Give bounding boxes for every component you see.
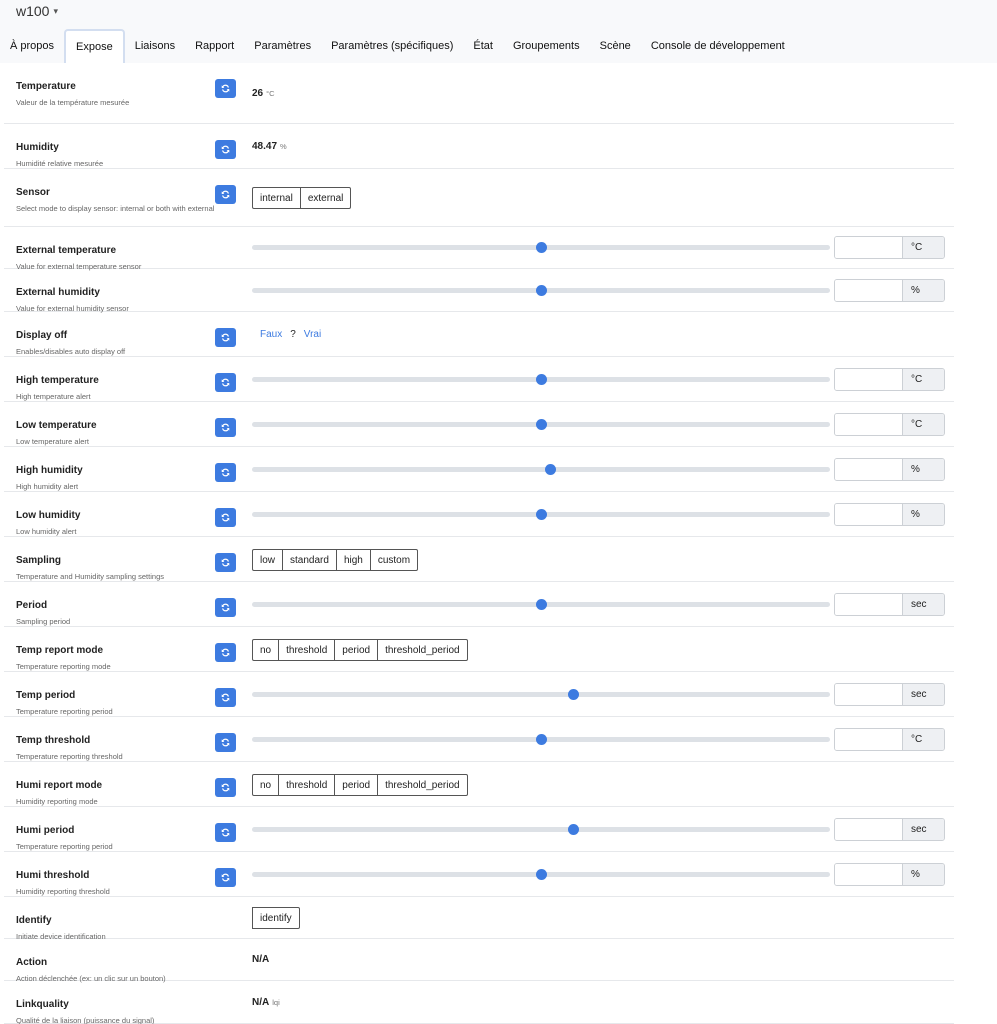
humidity-value: 48.47 bbox=[252, 141, 278, 152]
tab-parametres[interactable]: Paramètres bbox=[254, 40, 312, 52]
option-custom-button[interactable]: custom bbox=[370, 549, 418, 571]
row-sensor bbox=[4, 169, 954, 227]
refresh-button[interactable] bbox=[215, 778, 236, 797]
unit-label: °C bbox=[902, 369, 944, 390]
refresh-button[interactable] bbox=[215, 553, 236, 572]
tab-bar bbox=[0, 29, 795, 63]
row-description: Action déclenchée (ex: un clic sur un bouton) bbox=[16, 974, 166, 983]
refresh-button[interactable] bbox=[215, 140, 236, 159]
option-threshold-period-button[interactable]: threshold_period bbox=[377, 774, 468, 796]
slider-thumb[interactable] bbox=[545, 464, 556, 475]
row-label: Linkquality bbox=[16, 999, 69, 1010]
period-slider[interactable] bbox=[252, 602, 830, 607]
refresh-button[interactable] bbox=[215, 328, 236, 347]
unknown-state: ? bbox=[290, 329, 296, 340]
option-no-button[interactable]: no bbox=[252, 639, 279, 661]
row-description: High humidity alert bbox=[16, 482, 79, 491]
temp-threshold-input[interactable] bbox=[835, 729, 902, 750]
temp-period-input[interactable] bbox=[835, 684, 902, 705]
option-internal-button[interactable]: internal bbox=[252, 187, 301, 209]
row-description: Low temperature alert bbox=[16, 437, 89, 446]
refresh-button[interactable] bbox=[215, 823, 236, 842]
row-description: Temperature reporting threshold bbox=[16, 752, 123, 761]
option-no-button[interactable]: no bbox=[252, 774, 279, 796]
temp-period-input-group bbox=[834, 683, 945, 706]
option-threshold-period-button[interactable]: threshold_period bbox=[377, 639, 468, 661]
unit-label: °C bbox=[902, 414, 944, 435]
option-low-button[interactable]: low bbox=[252, 549, 283, 571]
refresh-icon bbox=[220, 83, 231, 94]
action-value: N/A bbox=[252, 954, 270, 965]
row-label: High humidity bbox=[16, 465, 83, 476]
refresh-icon bbox=[220, 872, 231, 883]
linkquality-value-wrap bbox=[252, 997, 280, 1008]
unit-label: sec bbox=[902, 819, 944, 840]
slider-thumb[interactable] bbox=[536, 509, 547, 520]
humi-threshold-slider[interactable] bbox=[252, 872, 830, 877]
row-period bbox=[4, 582, 954, 627]
row-label: Humidity bbox=[16, 142, 59, 153]
row-display-off bbox=[4, 312, 954, 357]
sampling-options bbox=[252, 549, 418, 571]
high-humidity-slider[interactable] bbox=[252, 467, 830, 472]
row-temp-report-mode bbox=[4, 627, 954, 672]
row-humi-report-mode bbox=[4, 762, 954, 807]
row-description: Temperature reporting period bbox=[16, 707, 113, 716]
row-description: Value for external humidity sensor bbox=[16, 304, 129, 313]
temp-period-slider[interactable] bbox=[252, 692, 830, 697]
unit-label: % bbox=[902, 459, 944, 480]
refresh-icon bbox=[220, 189, 231, 200]
row-label: Humi threshold bbox=[16, 870, 90, 881]
refresh-button[interactable] bbox=[215, 868, 236, 887]
row-description: Select mode to display sensor: internal or both with external bbox=[16, 204, 215, 213]
row-label: External temperature bbox=[16, 245, 117, 256]
high-humidity-input[interactable] bbox=[835, 459, 902, 480]
slider-thumb[interactable] bbox=[536, 599, 547, 610]
row-label: Low humidity bbox=[16, 510, 81, 521]
external-humidity-input-group bbox=[834, 279, 945, 302]
linkquality-value: N/A bbox=[252, 997, 270, 1008]
high-temperature-input-group bbox=[834, 368, 945, 391]
unit-label: % bbox=[902, 504, 944, 525]
device-name: w100 bbox=[16, 3, 50, 19]
low-temperature-input[interactable] bbox=[835, 414, 902, 435]
humidity-unit: % bbox=[280, 142, 287, 151]
tab-console[interactable]: Console de développement bbox=[650, 40, 785, 52]
row-description: Value for external temperature sensor bbox=[16, 262, 142, 271]
false-option-link[interactable]: Faux bbox=[260, 329, 283, 340]
row-label: Humi report mode bbox=[16, 780, 103, 791]
low-temperature-input-group bbox=[834, 413, 945, 436]
high-humidity-input-group bbox=[834, 458, 945, 481]
chevron-down-icon: ▾ bbox=[53, 6, 58, 16]
slider-thumb[interactable] bbox=[536, 242, 547, 253]
option-high-button[interactable]: high bbox=[336, 549, 371, 571]
option-threshold-button[interactable]: threshold bbox=[278, 639, 335, 661]
refresh-icon bbox=[220, 512, 231, 523]
row-description: Temperature and Humidity sampling settings bbox=[16, 572, 164, 581]
refresh-icon bbox=[220, 737, 231, 748]
humi-period-slider[interactable] bbox=[252, 827, 830, 832]
row-label: Temp period bbox=[16, 690, 76, 701]
row-label: Temp report mode bbox=[16, 645, 104, 656]
row-description: Low humidity alert bbox=[16, 527, 77, 536]
row-description: Temperature reporting period bbox=[16, 842, 113, 851]
row-humi-threshold bbox=[4, 852, 954, 897]
option-period-button[interactable]: period bbox=[334, 774, 378, 796]
refresh-icon bbox=[220, 144, 231, 155]
row-label: Period bbox=[16, 600, 48, 611]
humidity-value-wrap bbox=[252, 141, 287, 152]
period-input-group bbox=[834, 593, 945, 616]
tab-liaisons[interactable]: Liaisons bbox=[134, 40, 176, 52]
row-low-temperature bbox=[4, 402, 954, 447]
refresh-icon bbox=[220, 557, 231, 568]
refresh-icon bbox=[220, 467, 231, 478]
identify-options bbox=[252, 907, 300, 929]
row-description: Qualité de la liaison (puissance du signal) bbox=[16, 1016, 155, 1024]
row-description: Humidité relative mesurée bbox=[16, 159, 104, 168]
row-label: Temperature bbox=[16, 81, 76, 92]
external-temperature-input-group bbox=[834, 236, 945, 259]
tab-parametres-specifiques[interactable]: Paramètres (spécifiques) bbox=[331, 40, 454, 52]
tab-expose[interactable]: Expose bbox=[64, 29, 125, 63]
temp-threshold-input-group bbox=[834, 728, 945, 751]
row-description: Valeur de la température mesurée bbox=[16, 98, 130, 107]
refresh-icon bbox=[220, 782, 231, 793]
slider-thumb[interactable] bbox=[536, 869, 547, 880]
slider-thumb[interactable] bbox=[536, 419, 547, 430]
tab-etat[interactable]: État bbox=[473, 40, 493, 52]
option-period-button[interactable]: period bbox=[334, 639, 378, 661]
refresh-icon bbox=[220, 647, 231, 658]
action-value-wrap bbox=[252, 954, 269, 965]
true-option-link[interactable]: Vrai bbox=[303, 329, 322, 340]
refresh-button[interactable] bbox=[215, 688, 236, 707]
row-label: Temp threshold bbox=[16, 735, 91, 746]
tab-scene[interactable]: Scène bbox=[599, 40, 631, 52]
device-selector[interactable] bbox=[16, 3, 58, 19]
row-sampling bbox=[4, 537, 954, 582]
row-external-humidity bbox=[4, 269, 954, 312]
row-low-humidity bbox=[4, 492, 954, 537]
row-humidity bbox=[4, 124, 954, 169]
refresh-button[interactable] bbox=[215, 508, 236, 527]
tab-groupements[interactable]: Groupements bbox=[512, 40, 580, 52]
humi-threshold-input-group bbox=[834, 863, 945, 886]
refresh-button[interactable] bbox=[215, 643, 236, 662]
tab-a-propos[interactable]: À propos bbox=[10, 40, 55, 52]
row-label: Sampling bbox=[16, 555, 62, 566]
sensor-options bbox=[252, 187, 351, 209]
row-description: Humidity reporting mode bbox=[16, 797, 98, 806]
row-label: Sensor bbox=[16, 187, 50, 198]
low-temperature-slider[interactable] bbox=[252, 422, 830, 427]
humi-report-mode-options bbox=[252, 774, 468, 796]
row-identify bbox=[4, 897, 954, 939]
row-action bbox=[4, 939, 954, 981]
period-input[interactable] bbox=[835, 594, 902, 615]
row-label: High temperature bbox=[16, 375, 99, 386]
row-external-temperature bbox=[4, 227, 954, 269]
option-threshold-button[interactable]: threshold bbox=[278, 774, 335, 796]
refresh-button[interactable] bbox=[215, 733, 236, 752]
low-humidity-slider[interactable] bbox=[252, 512, 830, 517]
row-label: Low temperature bbox=[16, 420, 97, 431]
temp-threshold-slider[interactable] bbox=[252, 737, 830, 742]
row-humi-period bbox=[4, 807, 954, 852]
temp-report-mode-options bbox=[252, 639, 468, 661]
high-temperature-slider[interactable] bbox=[252, 377, 830, 382]
row-description: Temperature reporting mode bbox=[16, 662, 111, 671]
unit-label: °C bbox=[902, 729, 944, 750]
temperature-value: 26 bbox=[252, 88, 264, 99]
humi-period-input[interactable] bbox=[835, 819, 902, 840]
external-humidity-input[interactable] bbox=[835, 280, 902, 301]
row-high-humidity bbox=[4, 447, 954, 492]
row-temperature bbox=[4, 63, 954, 124]
refresh-icon bbox=[220, 332, 231, 343]
refresh-button[interactable] bbox=[215, 463, 236, 482]
humi-threshold-input[interactable] bbox=[835, 864, 902, 885]
display-off-toggle bbox=[260, 329, 321, 340]
option-standard-button[interactable]: standard bbox=[282, 549, 337, 571]
row-label: Action bbox=[16, 957, 48, 968]
row-description: Humidity reporting threshold bbox=[16, 887, 110, 896]
slider-thumb[interactable] bbox=[536, 285, 547, 296]
row-label: Display off bbox=[16, 330, 68, 341]
tab-rapport[interactable]: Rapport bbox=[195, 40, 235, 52]
linkquality-unit: lqi bbox=[272, 998, 280, 1007]
slider-thumb[interactable] bbox=[536, 734, 547, 745]
row-description: Enables/disables auto display off bbox=[16, 347, 126, 356]
row-label: External humidity bbox=[16, 287, 100, 298]
low-humidity-input-group bbox=[834, 503, 945, 526]
external-temperature-slider[interactable] bbox=[252, 245, 830, 250]
refresh-button[interactable] bbox=[215, 185, 236, 204]
temperature-unit: °C bbox=[266, 89, 275, 98]
refresh-icon bbox=[220, 377, 231, 388]
refresh-button[interactable] bbox=[215, 418, 236, 437]
option-external-button[interactable]: external bbox=[300, 187, 352, 209]
row-description: High temperature alert bbox=[16, 392, 91, 401]
slider-thumb[interactable] bbox=[568, 824, 579, 835]
unit-label: °C bbox=[902, 237, 944, 258]
row-label: Identify bbox=[16, 915, 52, 926]
row-description: Initiate device identification bbox=[16, 932, 106, 941]
unit-label: % bbox=[902, 864, 944, 885]
row-label: Humi period bbox=[16, 825, 75, 836]
row-description: Sampling period bbox=[16, 617, 71, 626]
refresh-icon bbox=[220, 602, 231, 613]
option-identify-button[interactable]: identify bbox=[252, 907, 300, 929]
row-high-temperature bbox=[4, 357, 954, 402]
refresh-icon bbox=[220, 827, 231, 838]
refresh-icon bbox=[220, 692, 231, 703]
unit-label: sec bbox=[902, 594, 944, 615]
row-linkquality bbox=[4, 981, 954, 1024]
humi-period-input-group bbox=[834, 818, 945, 841]
external-temperature-input[interactable] bbox=[835, 237, 902, 258]
high-temperature-input[interactable] bbox=[835, 369, 902, 390]
slider-thumb[interactable] bbox=[568, 689, 579, 700]
refresh-button[interactable] bbox=[215, 373, 236, 392]
refresh-button[interactable] bbox=[215, 79, 236, 98]
unit-label: % bbox=[902, 280, 944, 301]
row-temp-threshold bbox=[4, 717, 954, 762]
low-humidity-input[interactable] bbox=[835, 504, 902, 525]
refresh-button[interactable] bbox=[215, 598, 236, 617]
slider-thumb[interactable] bbox=[536, 374, 547, 385]
external-humidity-slider[interactable] bbox=[252, 288, 830, 293]
unit-label: sec bbox=[902, 684, 944, 705]
refresh-icon bbox=[220, 422, 231, 433]
top-bar bbox=[0, 0, 997, 63]
row-temp-period bbox=[4, 672, 954, 717]
temperature-value-wrap bbox=[252, 88, 275, 99]
